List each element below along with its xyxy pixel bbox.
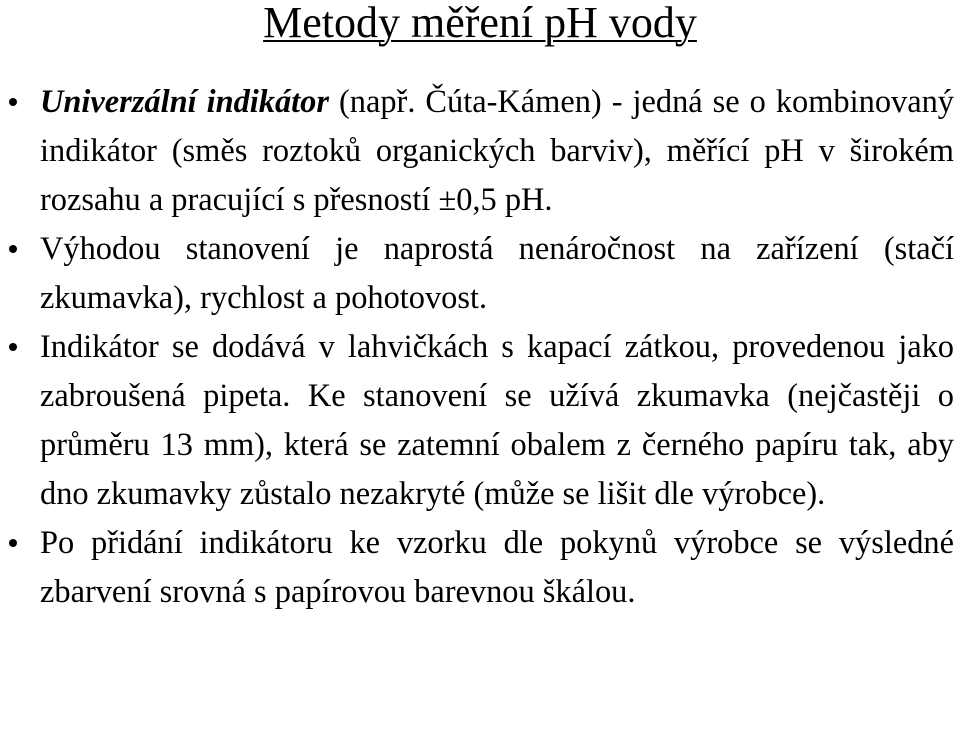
page-title: Metody měření pH vody xyxy=(263,0,697,47)
bullet-text: Výhodou stanovení je naprostá nenáročnost na zařízení (stačí zkumavka), rychlost a pohotovost. xyxy=(40,231,954,316)
bullet-supply xyxy=(0,323,960,519)
bullet-text: (např. Čúta-Kámen) - jedná se o kombinovaný indikátor (směs roztoků organických barviv), měřící pH v širokém rozsahu a pracující s přesností ±0,5 pH. xyxy=(40,84,954,218)
bullet-list xyxy=(0,78,960,617)
bullet-evaluation xyxy=(0,519,960,617)
bullet-universal-indicator xyxy=(0,78,960,225)
bullet-text: Indikátor se dodává v lahvičkách s kapací zátkou, provedenou jako zabroušená pipeta. Ke stanovení se užívá zkumavka (nejčastěji o průměru 13 mm), která se zatemní obalem z černého papíru tak, aby dno zkumavky zůstalo nezakryté (může se lišit dle výrobce). xyxy=(40,329,954,512)
bullet-text: Po přidání indikátoru ke vzorku dle pokynů výrobce se výsledné zbarvení srovná s papírovou barevnou škálou. xyxy=(40,525,954,610)
bullet-advantages xyxy=(0,225,960,323)
bullet-emphasis: Univerzální indikátor xyxy=(40,84,329,120)
